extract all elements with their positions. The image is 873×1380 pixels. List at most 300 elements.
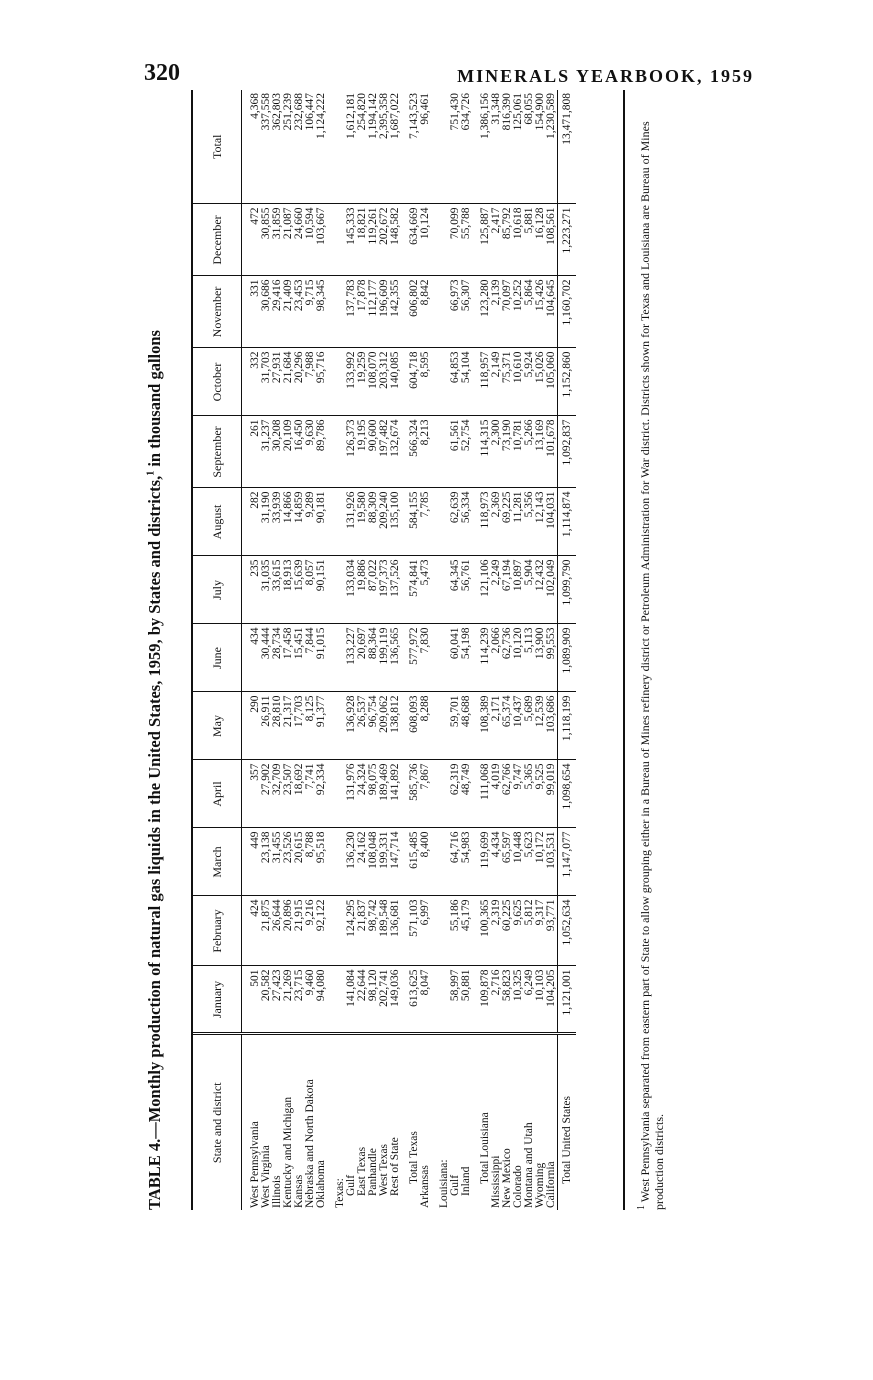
- table-row: [546, 90, 558, 1210]
- spacer-cell: [431, 966, 439, 1034]
- table-cell: 10,618: [513, 204, 524, 276]
- table-cell: 2,319: [491, 896, 502, 966]
- table-cell: 251,239: [283, 90, 294, 204]
- table-cell: 30,444: [261, 624, 272, 692]
- row-label: Total Louisiana: [479, 1112, 491, 1184]
- spacer-cell: [431, 896, 439, 966]
- table-cell: 132,674: [390, 416, 401, 488]
- table-cell: 8,213: [420, 416, 431, 488]
- table-cell: 5,266: [524, 416, 535, 488]
- column-header-may: May: [193, 692, 242, 760]
- table-cell: 10,437: [513, 692, 524, 760]
- table-row: [558, 90, 577, 1210]
- table-cell: 17,703: [294, 692, 305, 760]
- table-cell: 2,249: [491, 556, 502, 624]
- table-cell: 22,644: [357, 966, 368, 1034]
- table-cell: 30,855: [261, 204, 272, 276]
- table-cell: 5,473: [420, 556, 431, 624]
- table-cell: 7,844: [305, 624, 316, 692]
- table-cell: 1,052,634: [558, 896, 577, 966]
- table-cell: 1,612,181: [346, 90, 357, 204]
- table-cell: 18,913: [283, 556, 294, 624]
- caption-footnote-mark: 1: [145, 470, 157, 476]
- row-label: West Virginia: [260, 1145, 272, 1208]
- table-cell: 189,548: [379, 896, 390, 966]
- table-cell: 141,892: [390, 760, 401, 828]
- footnote: [635, 90, 666, 1210]
- spacer-cell: [327, 624, 335, 692]
- table-cell: 26,537: [357, 692, 368, 760]
- table-cell: 32,709: [272, 760, 283, 828]
- table-cell: 92,122: [316, 896, 327, 966]
- table-cell: 136,230: [346, 828, 357, 896]
- table-cell: 1,230,589: [546, 90, 558, 204]
- table-cell: 31,190: [261, 488, 272, 556]
- spacer-cell: [327, 692, 335, 760]
- table-cell: 10,124: [420, 204, 431, 276]
- table-cell: 21,269: [283, 966, 294, 1034]
- column-header-march: March: [193, 828, 242, 896]
- table-cell: 154,900: [535, 90, 546, 204]
- table-cell: 10,252: [513, 276, 524, 348]
- table-cell: 1,092,837: [558, 416, 577, 488]
- table-cell: 69,225: [502, 488, 513, 556]
- table-cell: 5,812: [524, 896, 535, 966]
- table-cell: 571,103: [409, 896, 420, 966]
- spacer-cell: [327, 828, 335, 896]
- table-cell: 4,019: [491, 760, 502, 828]
- table-cell: 261: [250, 416, 261, 488]
- table-cell: 125,887: [480, 204, 491, 276]
- table-cell: 104,205: [546, 966, 558, 1034]
- table-cell: 26,644: [272, 896, 283, 966]
- table-cell: 23,526: [283, 828, 294, 896]
- row-label: Nebraska and North Dakota: [304, 1079, 316, 1208]
- table-cell: 23,138: [261, 828, 272, 896]
- table-cell: 140,085: [390, 348, 401, 416]
- table-cell: 131,976: [346, 760, 357, 828]
- table-cell: 5,113: [524, 624, 535, 692]
- table-cell: 197,373: [379, 556, 390, 624]
- table-cell: 18,821: [357, 204, 368, 276]
- table-cell: 96,754: [368, 692, 379, 760]
- column-header-state: State and district: [193, 1034, 242, 1210]
- table-cell: 584,155: [409, 488, 420, 556]
- row-label: Gulf: [449, 1174, 461, 1196]
- table-cell: 472: [250, 204, 261, 276]
- table-cell: 102,049: [546, 556, 558, 624]
- row-label: Arkansas: [419, 1165, 431, 1208]
- table-cell: 50,881: [461, 966, 472, 1034]
- spacer-cell: [431, 90, 439, 204]
- table-cell: 8,400: [420, 828, 431, 896]
- row-label: Illinois: [271, 1175, 283, 1208]
- table-cell: 147,714: [390, 828, 401, 896]
- table-cell: 17,878: [357, 276, 368, 348]
- table-cell: 1,223,271: [558, 204, 577, 276]
- row-label: New Mexico: [501, 1148, 513, 1208]
- table-cell: 31,703: [261, 348, 272, 416]
- table-cell: 56,307: [461, 276, 472, 348]
- table-cell: 55,788: [461, 204, 472, 276]
- table-cell: 27,902: [261, 760, 272, 828]
- spacer-cell: [431, 416, 439, 488]
- table-cell: 112,177: [368, 276, 379, 348]
- column-header-september: September: [193, 416, 242, 488]
- table-cell: 8,047: [420, 966, 431, 1034]
- table-cell: 126,373: [346, 416, 357, 488]
- table-cell: 137,783: [346, 276, 357, 348]
- table-cell: 66,973: [450, 276, 461, 348]
- table-cell: 816,390: [502, 90, 513, 204]
- table-cell: 62,766: [502, 760, 513, 828]
- table-cell: 9,289: [305, 488, 316, 556]
- table-cell: 2,417: [491, 204, 502, 276]
- rotated-table-block: [145, 90, 665, 1210]
- spacer-row: [431, 90, 439, 1210]
- table-cell: 108,048: [368, 828, 379, 896]
- table-cell: 28,734: [272, 624, 283, 692]
- table-cell: 7,143,523: [409, 90, 420, 204]
- table-cell: 20,697: [357, 624, 368, 692]
- table-cell: 1,194,142: [368, 90, 379, 204]
- spacer-cell: [431, 760, 439, 828]
- table-cell: 613,625: [409, 966, 420, 1034]
- table-cell: 67,194: [502, 556, 513, 624]
- table-cell: 104,645: [546, 276, 558, 348]
- table-cell: 1,089,909: [558, 624, 577, 692]
- table-cell: 68,055: [524, 90, 535, 204]
- spacer-cell: [327, 488, 335, 556]
- table-cell: 65,597: [502, 828, 513, 896]
- table-cell: 2,300: [491, 416, 502, 488]
- table-cell: 141,084: [346, 966, 357, 1034]
- caption-text: TABLE 4.—Monthly production of natural gas liquids in the United States, 1959, by States and districts,: [145, 475, 164, 1210]
- table-cell: 54,198: [461, 624, 472, 692]
- table-cell: 33,939: [272, 488, 283, 556]
- table-cell: 1,121,001: [558, 966, 577, 1034]
- column-header-june: June: [193, 624, 242, 692]
- table-cell: 15,639: [294, 556, 305, 624]
- table-cell: 15,426: [535, 276, 546, 348]
- row-label: West Texas: [378, 1143, 390, 1196]
- table-cell: 75,371: [502, 348, 513, 416]
- table-cell: 89,786: [316, 416, 327, 488]
- spacer-cell: [327, 556, 335, 624]
- table-cell: 133,227: [346, 624, 357, 692]
- table-cell: 119,261: [368, 204, 379, 276]
- table-cell: 103,667: [316, 204, 327, 276]
- table-cell: 94,080: [316, 966, 327, 1034]
- spacer-cell: [327, 90, 335, 204]
- table-cell: 21,875: [261, 896, 272, 966]
- table-cell: 232,688: [294, 90, 305, 204]
- table-cell: 332: [250, 348, 261, 416]
- table-cell: 8,595: [420, 348, 431, 416]
- table-row: [390, 90, 401, 1210]
- table-cell: 133,992: [346, 348, 357, 416]
- spacer-cell: [327, 204, 335, 276]
- footnote-text: West Pennsylvania separated from eastern part of State to allow grouping either in a Bureau of Mines refinery district or Petroleum Administration for War district. Districts shown for Texas and Louisiana are Bureau of Mines production districts.: [638, 121, 666, 1210]
- table-cell: 19,195: [357, 416, 368, 488]
- column-header-december: December: [193, 204, 242, 276]
- table-cell: 10,325: [513, 966, 524, 1034]
- table-cell: 13,169: [535, 416, 546, 488]
- table-cell: 8,842: [420, 276, 431, 348]
- table-cell: 60,225: [502, 896, 513, 966]
- table-row: [316, 90, 327, 1210]
- table-cell: 10,172: [535, 828, 546, 896]
- table-cell: 8,125: [305, 692, 316, 760]
- table-cell: 19,580: [357, 488, 368, 556]
- table-cell: 9,317: [535, 896, 546, 966]
- table-cell: 18,692: [294, 760, 305, 828]
- table-cell: 59,701: [450, 692, 461, 760]
- table-cell: 10,897: [513, 556, 524, 624]
- table-cell: 121,106: [480, 556, 491, 624]
- table-cell: 1,160,702: [558, 276, 577, 348]
- table-cell: 92,334: [316, 760, 327, 828]
- table-cell: 1,114,874: [558, 488, 577, 556]
- table-cell: 566,324: [409, 416, 420, 488]
- table-cell: 203,312: [379, 348, 390, 416]
- table-cell: 124,295: [346, 896, 357, 966]
- table-cell: 62,639: [450, 488, 461, 556]
- table-cell: 5,623: [524, 828, 535, 896]
- table-cell: 7,830: [420, 624, 431, 692]
- table-row: [461, 90, 472, 1210]
- table-cell: 111,068: [480, 760, 491, 828]
- table-cell: 149,036: [390, 966, 401, 1034]
- table-cell: 17,458: [283, 624, 294, 692]
- table-cell: 138,812: [390, 692, 401, 760]
- table-cell: 1,687,022: [390, 90, 401, 204]
- row-label: Oklahoma: [315, 1160, 327, 1208]
- column-header-october: October: [193, 348, 242, 416]
- table-cell: 61,561: [450, 416, 461, 488]
- table-cell: 331: [250, 276, 261, 348]
- table-cell: 136,681: [390, 896, 401, 966]
- table-cell: 54,104: [461, 348, 472, 416]
- running-head: MINERALS YEARBOOK, 1959: [457, 66, 754, 86]
- table-cell: 11,281: [513, 488, 524, 556]
- table-cell: 8,788: [305, 828, 316, 896]
- table-cell: 56,334: [461, 488, 472, 556]
- table-cell: 90,181: [316, 488, 327, 556]
- table-cell: 106,447: [305, 90, 316, 204]
- table-cell: 93,771: [546, 896, 558, 966]
- table-cell: 23,453: [294, 276, 305, 348]
- spacer-cell: [431, 348, 439, 416]
- table-cell: 58,823: [502, 966, 513, 1034]
- table-cell: 54,983: [461, 828, 472, 896]
- column-header-april: April: [193, 760, 242, 828]
- table-cell: 199,119: [379, 624, 390, 692]
- table-cell: 13,471,808: [558, 90, 577, 204]
- table-cell: 9,216: [305, 896, 316, 966]
- table-cell: 98,075: [368, 760, 379, 828]
- table-cell: 26,911: [261, 692, 272, 760]
- table-cell: 142,355: [390, 276, 401, 348]
- table-cell: 2,369: [491, 488, 502, 556]
- row-label: Gulf: [345, 1174, 357, 1196]
- table-cell: 21,087: [283, 204, 294, 276]
- table-cell: 5,356: [524, 488, 535, 556]
- column-header-total: Total: [193, 90, 242, 204]
- table-cell: 2,066: [491, 624, 502, 692]
- table-cell: 751,430: [450, 90, 461, 204]
- table-cell: 1,147,077: [558, 828, 577, 896]
- table-cell: 202,741: [379, 966, 390, 1034]
- table-cell: 5,864: [524, 276, 535, 348]
- table-cell: 29,416: [272, 276, 283, 348]
- table-cell: 585,736: [409, 760, 420, 828]
- table-cell: 136,565: [390, 624, 401, 692]
- table-cell: 254,820: [357, 90, 368, 204]
- spacer-cell: [431, 276, 439, 348]
- table-cell: 21,684: [283, 348, 294, 416]
- table-cell: 6,997: [420, 896, 431, 966]
- table-cell: 9,747: [513, 760, 524, 828]
- table-cell: 9,625: [513, 896, 524, 966]
- table-cell: 357: [250, 760, 261, 828]
- table-cell: 65,374: [502, 692, 513, 760]
- spacer-row: [327, 90, 335, 1210]
- row-label: East Texas: [356, 1146, 368, 1196]
- table-cell: 7,988: [305, 348, 316, 416]
- table-cell: 95,716: [316, 348, 327, 416]
- row-label: Kansas: [293, 1174, 305, 1208]
- table-cell: 90,600: [368, 416, 379, 488]
- table-cell: 608,093: [409, 692, 420, 760]
- table-cell: 55,186: [450, 896, 461, 966]
- table-cell: 1,386,156: [480, 90, 491, 204]
- table-cell: 2,395,358: [379, 90, 390, 204]
- table-cell: 10,594: [305, 204, 316, 276]
- page-number: 320: [144, 60, 180, 86]
- row-label: Louisiana:: [438, 1159, 450, 1208]
- row-label: Total United States: [558, 1034, 577, 1210]
- spacer-cell: [327, 896, 335, 966]
- table-cell: 20,582: [261, 966, 272, 1034]
- table-cell: 99,019: [546, 760, 558, 828]
- table-cell: 90,151: [316, 556, 327, 624]
- table-cell: 21,409: [283, 276, 294, 348]
- table-cell: 10,610: [513, 348, 524, 416]
- table-cell: 189,469: [379, 760, 390, 828]
- table-cell: 60,041: [450, 624, 461, 692]
- row-label: Rest of State: [389, 1137, 401, 1196]
- row-label: Panhandle: [367, 1148, 379, 1196]
- production-table: [193, 90, 576, 1210]
- table-cell: 12,143: [535, 488, 546, 556]
- table-cell: 574,841: [409, 556, 420, 624]
- table-cell: 10,448: [513, 828, 524, 896]
- table-cell: 133,034: [346, 556, 357, 624]
- table-cell: 27,423: [272, 966, 283, 1034]
- table-cell: 282: [250, 488, 261, 556]
- row-label: California: [545, 1161, 557, 1208]
- table-cell: 2,139: [491, 276, 502, 348]
- column-header-july: July: [193, 556, 242, 624]
- table-cell: 5,881: [524, 204, 535, 276]
- table-cell: 104,031: [546, 488, 558, 556]
- table-cell: 31,237: [261, 416, 272, 488]
- table-cell: 7,785: [420, 488, 431, 556]
- table-cell: 577,972: [409, 624, 420, 692]
- table-cell: 1,152,860: [558, 348, 577, 416]
- table-cell: 16,450: [294, 416, 305, 488]
- spacer-cell: [431, 692, 439, 760]
- table-cell: 125,061: [513, 90, 524, 204]
- table-cell: 103,686: [546, 692, 558, 760]
- table-cell: 88,364: [368, 624, 379, 692]
- table-cell: 24,162: [357, 828, 368, 896]
- spacer-cell: [327, 416, 335, 488]
- table-cell: 145,333: [346, 204, 357, 276]
- table-cell: 137,526: [390, 556, 401, 624]
- table-cell: 21,317: [283, 692, 294, 760]
- table-cell: 9,525: [535, 760, 546, 828]
- spacer-cell: [431, 204, 439, 276]
- table-cell: 20,296: [294, 348, 305, 416]
- table-cell: 15,451: [294, 624, 305, 692]
- table-cell: 606,802: [409, 276, 420, 348]
- row-label: Texas:: [334, 1178, 346, 1208]
- table-cell: 87,022: [368, 556, 379, 624]
- table-cell: 5,689: [524, 692, 535, 760]
- table-cell: 70,099: [450, 204, 461, 276]
- table-cell: 7,741: [305, 760, 316, 828]
- table-cell: 31,035: [261, 556, 272, 624]
- table-cell: 28,810: [272, 692, 283, 760]
- table-cell: 48,688: [461, 692, 472, 760]
- table-cell: 23,507: [283, 760, 294, 828]
- table-cell: 2,716: [491, 966, 502, 1034]
- table-cell: 290: [250, 692, 261, 760]
- spacer-cell: [327, 348, 335, 416]
- table-cell: 62,736: [502, 624, 513, 692]
- table-cell: 131,926: [346, 488, 357, 556]
- row-label: Wyoming: [534, 1162, 546, 1208]
- column-header-january: January: [193, 966, 242, 1034]
- table-cell: 100,365: [480, 896, 491, 966]
- table-cell: 12,539: [535, 692, 546, 760]
- table-cell: 136,928: [346, 692, 357, 760]
- column-header-august: August: [193, 488, 242, 556]
- table-cell: 209,062: [379, 692, 390, 760]
- table-cell: 434: [250, 624, 261, 692]
- table-cell: 4,368: [250, 90, 261, 204]
- table-cell: 1,124,222: [316, 90, 327, 204]
- table-cell: 98,120: [368, 966, 379, 1034]
- table-cell: 64,345: [450, 556, 461, 624]
- table-row: [420, 90, 431, 1210]
- table-cell: 27,931: [272, 348, 283, 416]
- table-cell: 98,345: [316, 276, 327, 348]
- table-cell: 62,319: [450, 760, 461, 828]
- table-cell: 197,482: [379, 416, 390, 488]
- column-header-november: November: [193, 276, 242, 348]
- table-cell: 64,853: [450, 348, 461, 416]
- table-cell: 108,389: [480, 692, 491, 760]
- table-cell: 88,309: [368, 488, 379, 556]
- table-body: [242, 90, 577, 1210]
- table-cell: 8,057: [305, 556, 316, 624]
- table-cell: 101,678: [546, 416, 558, 488]
- table-cell: 31,859: [272, 204, 283, 276]
- table-cell: 21,915: [294, 896, 305, 966]
